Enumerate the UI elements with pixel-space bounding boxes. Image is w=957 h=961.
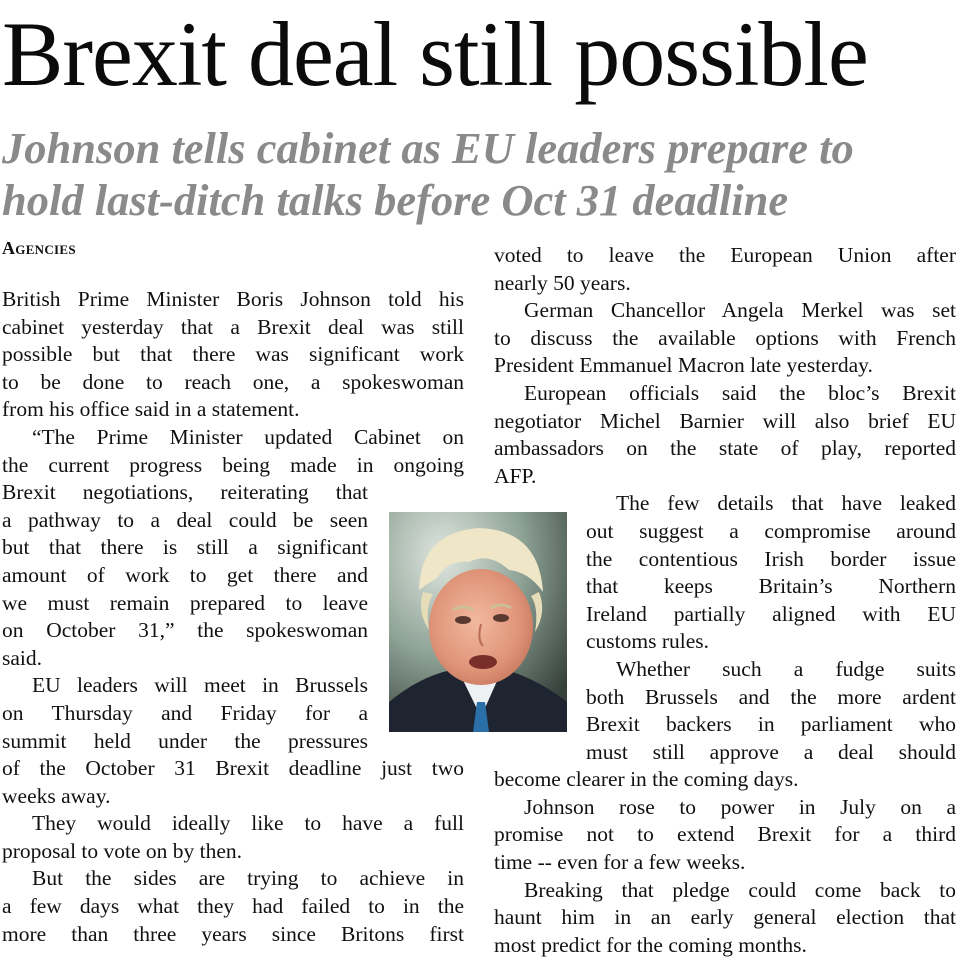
article-line: both Brussels and the more ardent bbox=[586, 684, 956, 709]
article-line: from his office said in a statement. bbox=[2, 397, 300, 422]
article-line: a pathway to a deal could be seen bbox=[2, 507, 368, 532]
article-line: voted to leave the European Union after bbox=[494, 243, 956, 267]
article-line: German Chancellor Angela Merkel was set bbox=[524, 298, 956, 323]
article-line: cabinet yesterday that a Brexit deal was still bbox=[2, 314, 464, 339]
article-line: Brexit backers in parliament who bbox=[586, 712, 956, 737]
subheadline-line: Johnson tells cabinet as EU leaders prepare to bbox=[2, 123, 854, 173]
article-line: out suggest a compromise around bbox=[586, 518, 956, 543]
subheadline-line: hold last-ditch talks before Oct 31 deadline bbox=[2, 175, 789, 225]
article-line: possible but that there was significant work bbox=[2, 342, 464, 367]
headline: Brexit deal still possible bbox=[2, 3, 868, 105]
article-line: Brexit negotiations, reiterating that bbox=[2, 480, 368, 505]
article-line: amount of work to get there and bbox=[2, 562, 368, 587]
article-line: customs rules. bbox=[586, 629, 710, 654]
article-line: The few details that have leaked bbox=[616, 491, 956, 516]
mouth-shape bbox=[469, 655, 497, 669]
article-line: to be done to reach one, a spokeswoman bbox=[2, 369, 464, 394]
article-line: time -- even for a few weeks. bbox=[494, 850, 746, 875]
article-line: British Prime Minister Boris Johnson told his bbox=[2, 287, 464, 311]
article-line: negotiator Michel Barnier will also brief EU bbox=[494, 408, 956, 433]
article-line: summit held under the pressures bbox=[2, 728, 368, 753]
article-line: to discuss the available options with French bbox=[494, 325, 956, 350]
article-line: the current progress being made in ongoing bbox=[2, 452, 464, 477]
article-line: most predict for the coming months. bbox=[494, 932, 807, 957]
article-line: ambassadors on the state of play, reported bbox=[494, 436, 956, 461]
article-line: Johnson rose to power in July on a bbox=[524, 794, 956, 819]
article-line: Whether such a fudge suits bbox=[616, 656, 956, 681]
article-line: of the October 31 Brexit deadline just two bbox=[2, 756, 464, 781]
article-line: Ireland partially aligned with EU bbox=[586, 601, 956, 626]
article-line: They would ideally like to have a full bbox=[32, 811, 464, 836]
subheadline bbox=[2, 122, 957, 226]
article-line: on October 31,” the spokeswoman bbox=[2, 618, 368, 643]
article-line: EU leaders will meet in Brussels bbox=[32, 673, 368, 698]
article-line: on Thursday and Friday for a bbox=[2, 700, 368, 725]
article-line: weeks away. bbox=[2, 783, 111, 808]
article-line: that keeps Britain’s Northern bbox=[586, 574, 956, 599]
article-line: must still approve a deal should bbox=[586, 739, 956, 764]
article-line: “The Prime Minister updated Cabinet on bbox=[32, 424, 464, 449]
article-line: promise not to extend Brexit for a third bbox=[494, 822, 956, 847]
article-line: haunt him in an early general election that bbox=[494, 905, 956, 930]
article-line: more than three years since Britons first bbox=[2, 921, 464, 946]
portrait-illustration bbox=[389, 512, 567, 732]
article-line: we must remain prepared to leave bbox=[2, 590, 368, 615]
article-line: But the sides are trying to achieve in bbox=[32, 866, 464, 891]
article-line: proposal to vote on by then. bbox=[2, 838, 243, 863]
article-line: said. bbox=[2, 645, 43, 670]
article-line: the contentious Irish border issue bbox=[586, 546, 956, 571]
article-line: a few days what they had failed to in the bbox=[2, 894, 464, 919]
boris-johnson-photo bbox=[389, 512, 567, 732]
article-line: AFP. bbox=[494, 463, 537, 488]
article-line: European officials said the bloc’s Brexit bbox=[524, 380, 956, 405]
byline: Agencies bbox=[2, 238, 76, 258]
article-line: but that there is still a significant bbox=[2, 535, 368, 560]
article-line: become clearer in the coming days. bbox=[494, 767, 799, 792]
article-line: Breaking that pledge could come back to bbox=[524, 877, 956, 902]
article-line: President Emmanuel Macron late yesterday. bbox=[494, 353, 873, 378]
article-line: nearly 50 years. bbox=[494, 270, 631, 295]
